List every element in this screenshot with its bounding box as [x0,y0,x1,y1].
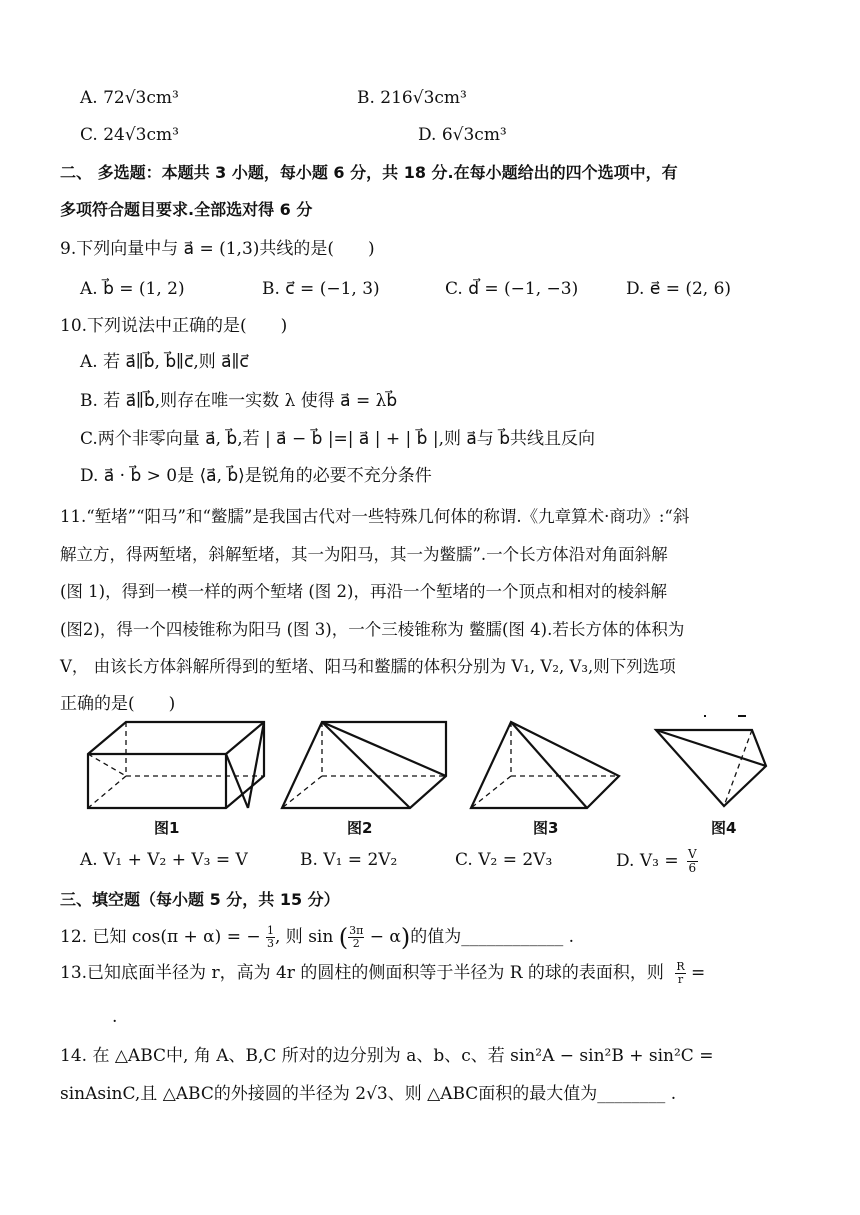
q10-option-b: B. 若 a⃗∥b⃗,则存在唯一实数 λ 使得 a⃗ = λb⃗ [80,391,398,411]
fraction-denominator: 3 [267,937,274,950]
q11-line-3: (图 1)，得到一模一样的两个堑堵 (图 2)，再沿一个堑堵的一个顶点和相对的棱斜解 [60,582,667,601]
q11-option-b: B. V₁ = 2V₂ [300,850,398,870]
figure-1-cuboid [82,718,272,812]
q12-fraction-2 [348,925,364,950]
q11-line-5: V， 由该长方体斜解所得到的堑堵、阳马和鳖臑的体积分别为 V₁, V₂, V₃,则下列选项 [60,657,676,676]
fraction-denominator: 6 [688,861,697,875]
q9-option-c: C. d⃗ = (−1, −3) [445,279,579,299]
q13-line-1 [60,961,705,986]
fraction-denominator: 2 [352,937,360,950]
q8-option-c: C. 24√3cm³ [80,125,179,145]
figure-4-tetrahedron [648,710,772,814]
q10-option-a: A. 若 a⃗∥b⃗, b⃗∥c⃗,则 a⃗∥c⃗ [80,352,249,372]
section-2-heading-cont: 多项符合题目要求.全部选对得 6 分 [60,200,313,219]
q12-part-3: − α [369,927,401,947]
q12-part-2: , 则 sin [275,927,334,947]
q8-option-d: D. 6√3cm³ [418,125,507,145]
q10-option-d: D. a⃗ · b⃗ > 0是 ⟨a⃗, b⃗⟩是锐角的必要不充分条件 [80,466,432,486]
right-paren: ) [400,923,411,952]
q11-line-1: 11.“堑堵”“阳马”和“鳖臑”是我国古代对一些特殊几何体的称谓.《九章算术·商功》:“斜 [60,507,690,526]
fraction-numerator: 1 [267,924,274,937]
q11-option-d-prefix: D. V₃ = [616,851,679,871]
q13-line-2: . [112,1007,118,1027]
q13-text: 13.已知底面半径为 r，高为 4r 的圆柱的侧面积等于半径为 R 的球的表面积，则 [60,963,664,983]
fraction-denominator: r [677,973,684,986]
q9-option-a: A. b⃗ = (1, 2) [80,279,185,299]
left-paren: ( [338,923,349,952]
q9-stem: 9.下列向量中与 a⃗ = (1,3)共线的是( ) [60,239,375,259]
fraction-numerator: 3π [349,924,364,937]
q11-option-c: C. V₂ = 2V₃ [455,850,553,870]
q11-option-d [616,848,698,875]
q12-part-1: 12. 已知 cos(π + α) = − [60,927,261,947]
q12 [60,925,574,950]
q11-line-6: 正确的是( ) [60,694,176,714]
section-3-heading: 三、填空题（每小题 5 分，共 15 分） [60,890,340,909]
q11-option-a: A. V₁ + V₂ + V₃ = V [80,850,248,870]
q9-option-d: D. e⃗ = (2, 6) [626,279,732,299]
q10-stem: 10.下列说法中正确的是( ) [60,316,288,336]
q8-option-b: B. 216√3cm³ [357,88,467,108]
q11-line-4: (图2)，得一个四棱锥称为阳马 (图 3)，一个三棱锥称为 鳖臑(图 4).若长方体的体积为 [60,620,685,639]
q14-line-2: sinAsinC,且 △ABC的外接圆的半径为 2√3、则 △ABC面积的最大值为________ . [60,1084,677,1104]
fraction-numerator: R [676,960,685,973]
figure-3-pyramid [467,718,627,812]
q11-option-d-fraction [687,848,698,875]
fraction-numerator: V [687,847,697,861]
q12-part-4: 的值为____________ . [410,927,575,947]
q8-option-a: A. 72√3cm³ [80,88,179,108]
figure-3-label: 图3 [533,819,559,837]
figure-4-label: 图4 [711,819,737,837]
q11-line-2: 解立方，得两堑堵，斜解堑堵，其一为阳马，其一为鳖臑”.一个长方体沿对角面斜解 [60,545,668,564]
section-2-heading: 二、 多选题：本题共 3 小题，每小题 6 分，共 18 分.在每小题给出的四个选项中，有 [60,163,678,182]
figure-2-prism [278,718,450,812]
q13-equals: = [691,963,706,983]
q13-fraction [675,961,685,986]
figure-1-label: 图1 [154,819,180,837]
figure-2-label: 图2 [347,819,373,837]
q12-fraction-1 [266,925,275,950]
q10-option-c: C.两个非零向量 a⃗, b⃗,若 | a⃗ − b⃗ |=| a⃗ | + | b⃗ |,则 a⃗与 b⃗共线且反向 [80,429,596,449]
q14-line-1: 14. 在 △ABC中, 角 A、B,C 所对的边分别为 a、b、c、若 sin²A − sin²B + sin²C = [60,1046,714,1066]
q9-option-b: B. c⃗ = (−1, 3) [262,279,380,299]
